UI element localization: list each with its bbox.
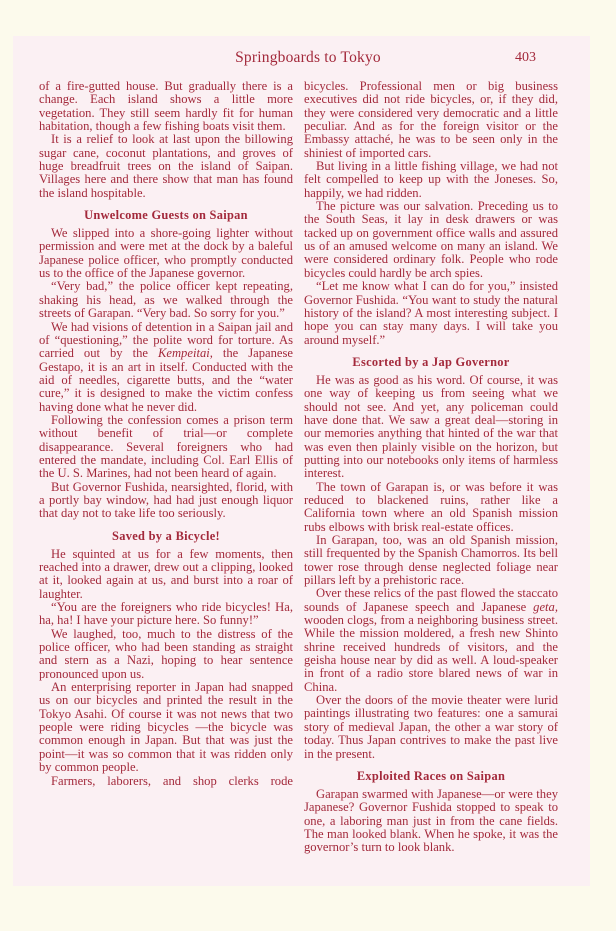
paragraph (304, 587, 558, 694)
paragraph: Following the confession comes a prison term without benefit of trial—or complete disappearance. Several foreigners who had entered the mandate, including Col. Earl Ellis of the U. S. Marines, had not been heard of again. (39, 412, 293, 481)
paragraph: of a fire-gutted house. But gradually there is a change. Each island shows a little more vegetation. They still seem hardly fit for human habitation, though a few fishing boats visit them. (39, 79, 293, 134)
section-heading: Exploited Races on Saipan (356, 768, 506, 783)
paragraph: Farmers, laborers, and shop clerks rode (51, 773, 293, 788)
italic-term: Kempeitai, (157, 346, 213, 361)
paragraph: Over the doors of the movie theater were lurid paintings illustrating two features: one a samurai story of medieval Japan, the other a war story of today. Thus Japan contrives to make the past live in the present. (304, 693, 558, 761)
paragraph: But Governor Fushida, nearsighted, florid, with a portly bay window, had had just enough liquor that day not to take life too seriously. (39, 479, 293, 521)
paragraph: We slipped into a shore-going lighter without permission and were met at the dock by a baleful Japanese police officer, who promptly conducted us to the office of the Japanese governor. (39, 226, 293, 281)
paragraph: But living in a little fishing village, we had not felt compelled to keep up with the Joneses. So, happily, we had ridden. (304, 159, 558, 200)
paragraph: “Very bad,” the police officer kept repeating, shaking his head, as we walked through the streets of Garapan. “Very bad. So sorry for you.” (39, 279, 293, 321)
paragraph (39, 321, 293, 414)
section-heading: Saved by a Bicycle! (112, 528, 220, 543)
left-column (39, 80, 293, 788)
paragraph: An enterprising reporter in Japan had snapped us on our bicycles and printed the result in the Tokyo Asahi. Of course it was not news that two people were riding bicycles —the bicycle was common enough in Japan. But that was just the point—it was so common that it was ridden only by common people. (39, 680, 293, 775)
section-heading: Escorted by a Jap Governor (352, 354, 510, 369)
paragraph: He squinted at us for a few moments, then reached into a drawer, drew out a clipping, looked at it, looked again at us, and burst into a roar of laughter. (39, 546, 293, 601)
text-run: the Japanese Gestapo, it is an art in itself. Conducted with the aid of needles, cigarette butts, and the “water cure,” it is designed to make the victim confess having done what he never did. (39, 346, 293, 414)
paragraph: The town of Garapan is, or was before it was reduced to blackened ruins, rather like a California town where an old Spanish mission rubs elbows with brisk real-estate offices. (304, 479, 558, 534)
paragraph: Garapan swarmed with Japanese—or were they Japanese? Governor Fushida stopped to speak to one, a laboring man just in from the cane fields. The man looked blank. When he spoke, it was the governor’s turn to look blank. (304, 786, 558, 855)
right-column (304, 80, 558, 855)
paragraph: “You are the foreigners who ride bicycles! Ha, ha, ha! I have your picture here. So funny!” (39, 600, 293, 628)
text-run: Over these relics of the past flowed the staccato sounds of Japanese speech and Japanese (304, 586, 558, 614)
paragraph: The picture was our salvation. Preceding us to the South Seas, it lay in desk drawers or was tacked up on government office walls and assured us of an amused welcome on many an island. We were considered ordinary folk. People who rode bicycles could hardly be arch spies. (304, 199, 558, 280)
paragraph: “Let me know what I can do for you,” insisted Governor Fushida. “You want to study the natural history of the island? A most interesting subject. I hope you can stay many days. I will take you around myself.” (304, 279, 558, 347)
paragraph: We laughed, too, much to the distress of the police officer, who had been standing as straight and stern as a Nazi, hoping to hear sentence pronounced upon us. (39, 626, 293, 681)
italic-term: geta, (533, 599, 558, 614)
paragraph: It is a relief to look at last upon the billowing sugar cane, coconut plantations, and groves of huge breadfruit trees on the island of Saipan. Villages here and there show that man has found the island hospitable. (39, 132, 293, 200)
text-run: We had visions of detention in a Saipan jail and of “questioning,” the polite word for torture. As carried out by the (39, 319, 293, 361)
running-title: Springboards to Tokyo (235, 49, 381, 66)
paragraph: bicycles. Professional men or big business executives did not ride bicycles, or, if they did, they were considered very democratic and a little peculiar. And as for the foreign visitor or the Embassy attaché, he was to be seen only in the shiniest of imported cars. (304, 79, 558, 160)
page-number: 403 (515, 50, 536, 65)
paragraph: He was as good as his word. Of course, it was one way of keeping us from seeing what we should not see. And yet, any policeman could have done that. We saw a great deal—storing in our memories anything that hinted of the war that was even then plainly visible on the horizon, but putting into our notebooks only items of harmless interest. (304, 372, 558, 481)
running-head (0, 49, 616, 69)
text-run: wooden clogs, from a neighboring business street. While the mission moldered, a fresh new Shinto shrine received hundreds of visitors, and the geisha house near by did as well. A loud-speaker in front of a radio store blared news of war in China. (304, 613, 558, 694)
section-heading: Unwelcome Guests on Saipan (84, 208, 248, 223)
paragraph: In Garapan, too, was an old Spanish mission, still frequented by the Spanish Chamorros. Its bell tower rose through dense neglected foliage near pillars left by a prehistoric race. (304, 533, 558, 588)
